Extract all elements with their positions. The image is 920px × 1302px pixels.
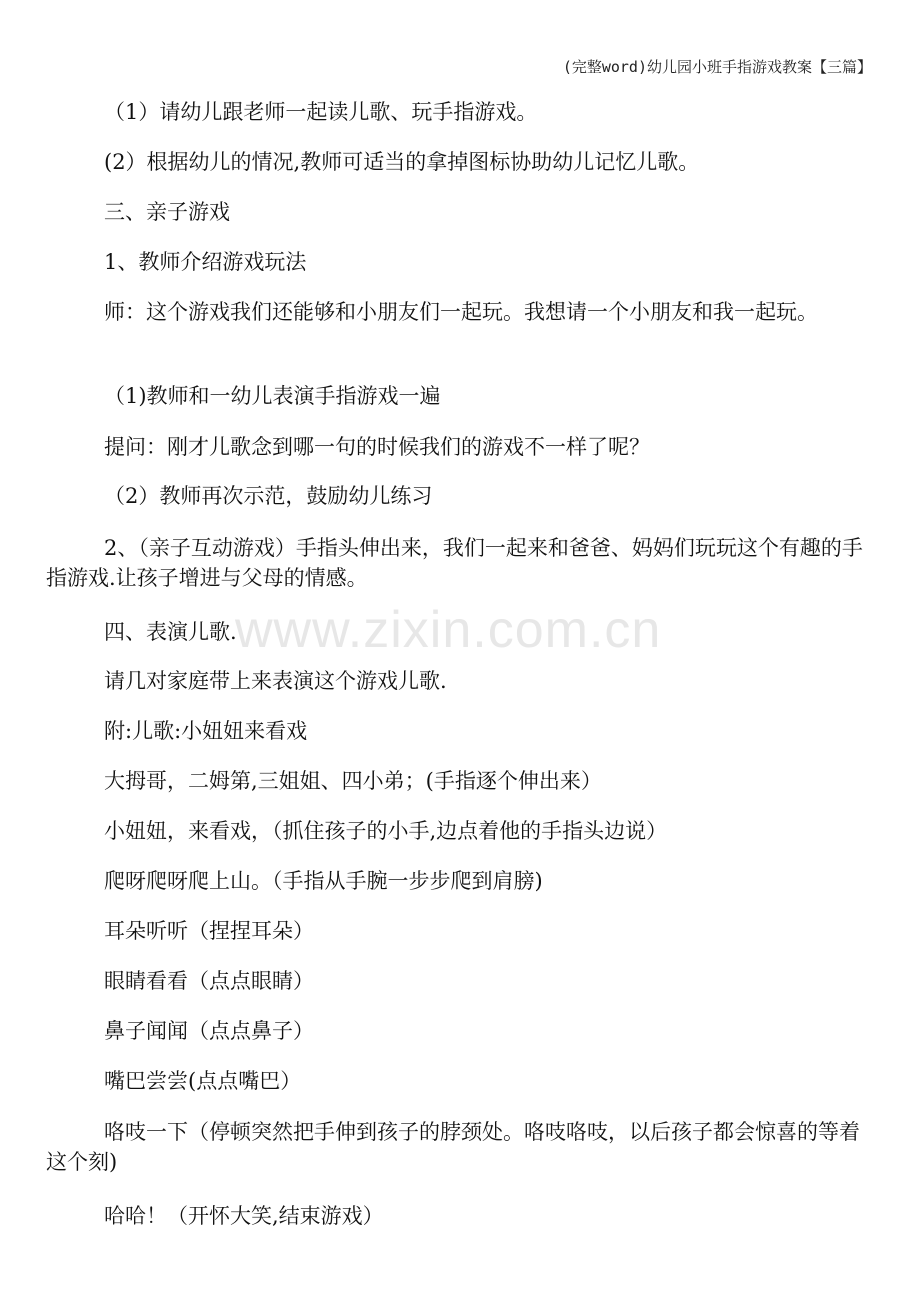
rhyme-line: 爬呀爬呀爬上山。（手指从手腕一步步爬到肩膀)	[104, 869, 543, 893]
paragraph: （1）请幼儿跟老师一起读儿歌、玩手指游戏。	[104, 100, 538, 124]
rhyme-line: 眼睛看看（点点眼睛）	[104, 969, 314, 993]
subsection-heading: 1、教师介绍游戏玩法	[104, 250, 307, 274]
paragraph: （1)教师和一幼儿表演手指游戏一遍	[104, 384, 441, 408]
page-header: (完整word)幼儿园小班手指游戏教案【三篇】	[562, 58, 872, 76]
paragraph: 附:儿歌:小妞妞来看戏	[104, 719, 308, 743]
paragraph: (2）根据幼儿的情况,教师可适当的拿掉图标协助幼儿记忆儿歌。	[104, 150, 700, 174]
paragraph: 2、（亲子互动游戏）手指头伸出来，我们一起来和爸爸、妈妈们玩玩这个有趣的手指游戏.让孩子增进与父母的情感。	[46, 536, 863, 590]
section-heading: 四、表演儿歌.	[104, 620, 237, 644]
rhyme-line: 咯吱一下（停顿突然把手伸到孩子的脖颈处。咯吱咯吱，以后孩子都会惊喜的等着这个刻)	[46, 1120, 860, 1174]
rhyme-line: 嘴巴尝尝(点点嘴巴）	[104, 1069, 302, 1093]
paragraph: 提问：刚才儿歌念到哪一句的时候我们的游戏不一样了呢？	[104, 435, 650, 459]
rhyme-line: 哈哈！（开怀大笑,结束游戏）	[104, 1204, 384, 1228]
section-heading: 三、亲子游戏	[104, 200, 230, 224]
rhyme-line: 耳朵听听（捏捏耳朵）	[104, 919, 314, 943]
paragraph: （2）教师再次示范，鼓励幼儿练习	[104, 484, 433, 508]
rhyme-line: 鼻子闻闻（点点鼻子）	[104, 1019, 314, 1043]
paragraph: 请几对家庭带上来表演这个游戏儿歌.	[104, 669, 447, 693]
rhyme-line: 大拇哥，二姆第,三姐姐、四小弟；(手指逐个伸出来）	[104, 769, 602, 793]
watermark: www.zixin.com.cn	[235, 601, 662, 659]
rhyme-line: 小妞妞，来看戏，（抓住孩子的小手,边点着他的手指头边说）	[104, 819, 668, 843]
paragraph: 师：这个游戏我们还能够和小朋友们一起玩。我想请一个小朋友和我一起玩。	[104, 300, 818, 324]
